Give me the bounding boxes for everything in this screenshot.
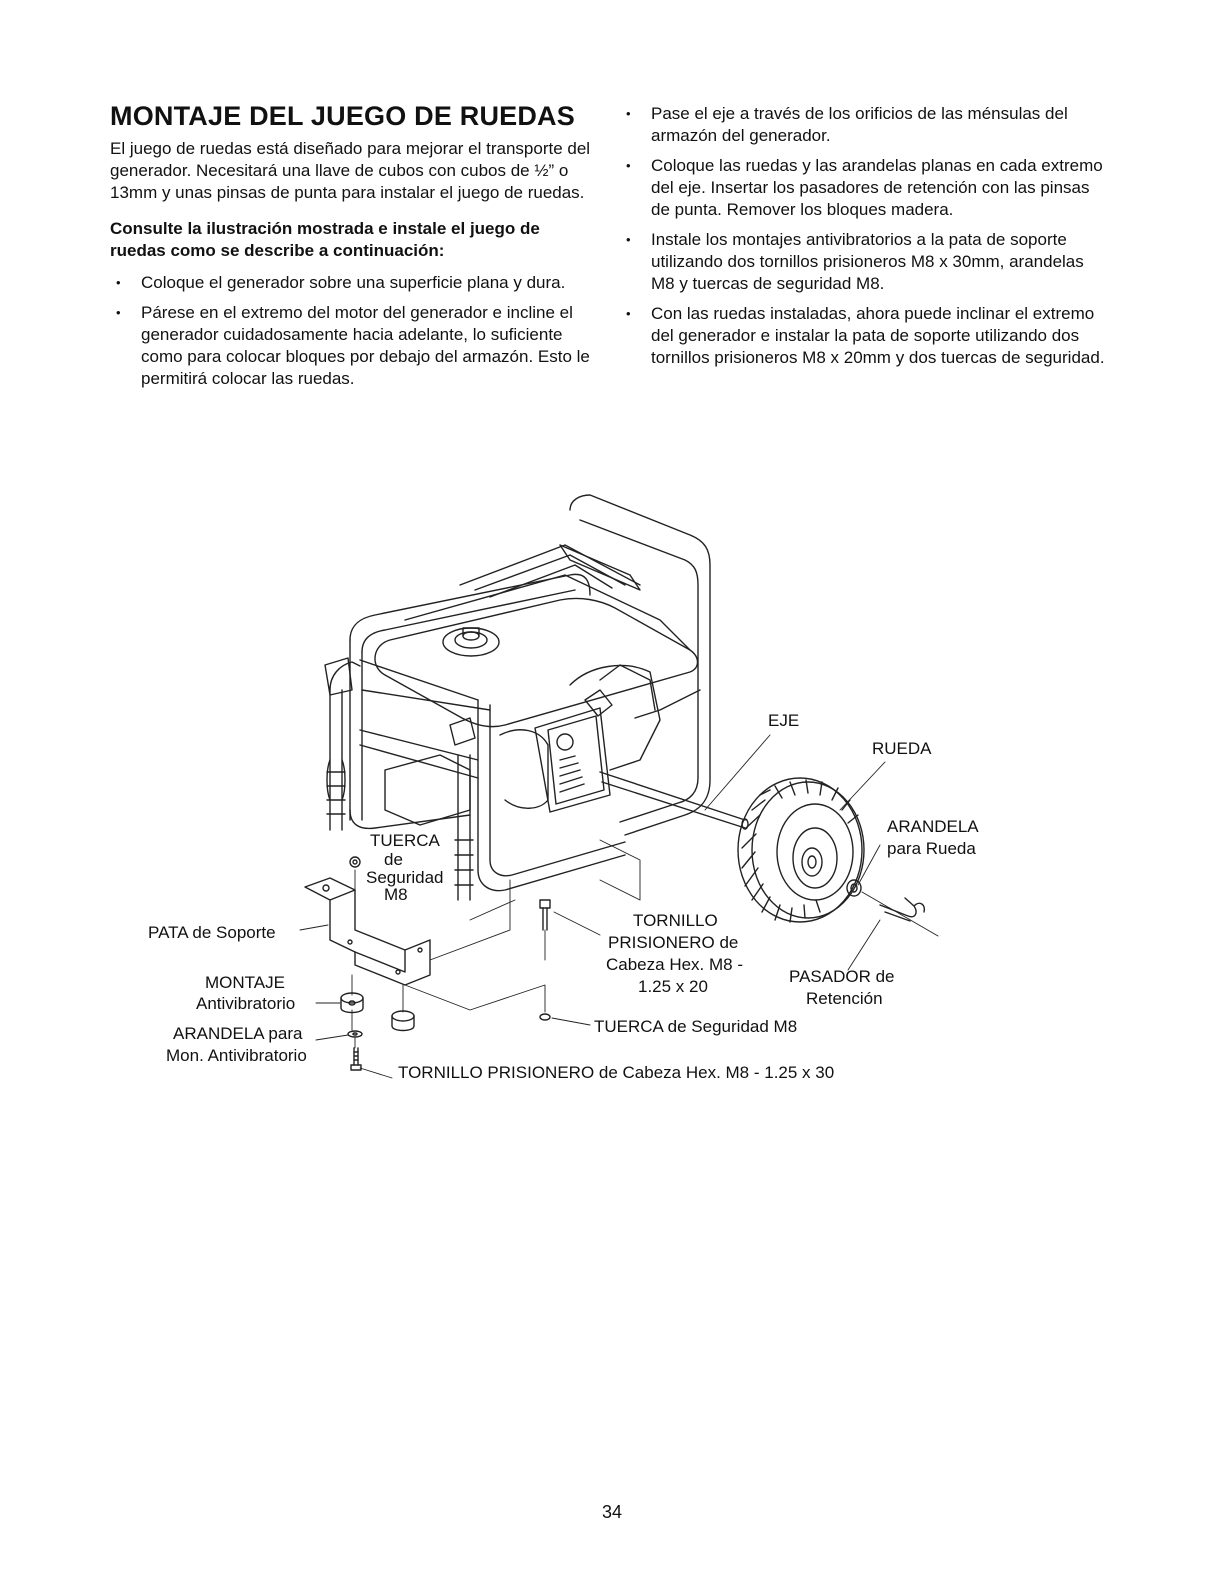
label-tuerca-de: de xyxy=(384,850,403,869)
label-montaje-sub: Antivibratorio xyxy=(196,994,296,1013)
page-title: MONTAJE DEL JUEGO DE RUEDAS xyxy=(110,101,575,131)
anti-vibration-mounts xyxy=(341,857,550,1070)
label-tornillo20-3: Cabeza Hex. M8 - xyxy=(606,955,743,974)
label-tuerca-seguridad-m8: TUERCA de Seguridad M8 xyxy=(594,1017,798,1036)
label-tuerca-m8: M8 xyxy=(384,885,408,904)
label-arandela-mon-sub: Mon. Antivibratorio xyxy=(166,1046,307,1065)
wheel xyxy=(738,778,864,922)
list-item: • Pase el eje a través de los orificios de las ménsulas del armazón del generador. xyxy=(620,103,1110,147)
engine xyxy=(385,665,660,825)
label-eje: EJE xyxy=(768,711,800,730)
label-arandela-mon: ARANDELA para xyxy=(173,1024,303,1043)
label-tornillo30: TORNILLO PRISIONERO de Cabeza Hex. M8 - 1.25 x 30 xyxy=(398,1063,835,1082)
instruction-heading: Consulte la ilustración mostrada e instale el juego de ruedas como se describe a continuación: xyxy=(110,219,540,260)
label-montaje: MONTAJE xyxy=(205,973,285,992)
list-item: • Párese en el extremo del motor del generador e incline el generador cuidadosamente hacia adelante, lo suficiente como para colocar bloques por debajo del armazón. Esto le permitirá colocar las ruedas. xyxy=(110,302,592,390)
list-item: • Instale los montajes antivibratorios a la pata de soporte utilizando dos tornillos prisioneros M8 x 30mm, arandelas M8 y tuercas de seguridad M8. xyxy=(620,229,1110,295)
wheel-washer-and-pin xyxy=(847,880,924,921)
label-tornillo20-2: PRISIONERO de xyxy=(608,933,739,952)
intro-paragraph: El juego de ruedas está diseñado para mejorar el transporte del generador. Necesitará una llave de cubos con cubos de ½” o 13mm y unas pinsas de punta para instalar el juego de ruedas. xyxy=(110,139,591,202)
label-pasador: PASADOR de xyxy=(789,967,895,986)
label-pasador-sub: Retención xyxy=(806,989,883,1008)
label-tornillo20-4: 1.25 x 20 xyxy=(638,977,708,996)
label-tornillo20: TORNILLO xyxy=(633,911,718,930)
list-item: • Con las ruedas instaladas, ahora puede inclinar el extremo del generador e instalar la pata de soporte utilizando dos tornillos prisioneros M8 x 20mm y dos tuercas de seguridad. xyxy=(620,303,1110,369)
support-leg xyxy=(305,878,430,985)
leader-lines xyxy=(300,735,885,1078)
label-tuerca: TUERCA xyxy=(370,831,440,850)
label-tuerca-seguridad: Seguridad xyxy=(366,868,444,887)
axle xyxy=(600,772,748,829)
list-item: • Coloque las ruedas y las arandelas planas en cada extremo del eje. Insertar los pasadores de retención con las pinsas de punta. Remover los bloques madera. xyxy=(620,155,1110,221)
label-arandela-rueda-sub: para Rueda xyxy=(887,839,976,858)
page-number: 34 xyxy=(601,1502,623,1522)
label-rueda: RUEDA xyxy=(872,739,932,758)
label-pata: PATA de Soporte xyxy=(148,923,276,942)
label-arandela-rueda: ARANDELA xyxy=(887,817,979,836)
list-item: • Coloque el generador sobre una superficie plana y dura. xyxy=(110,272,592,294)
